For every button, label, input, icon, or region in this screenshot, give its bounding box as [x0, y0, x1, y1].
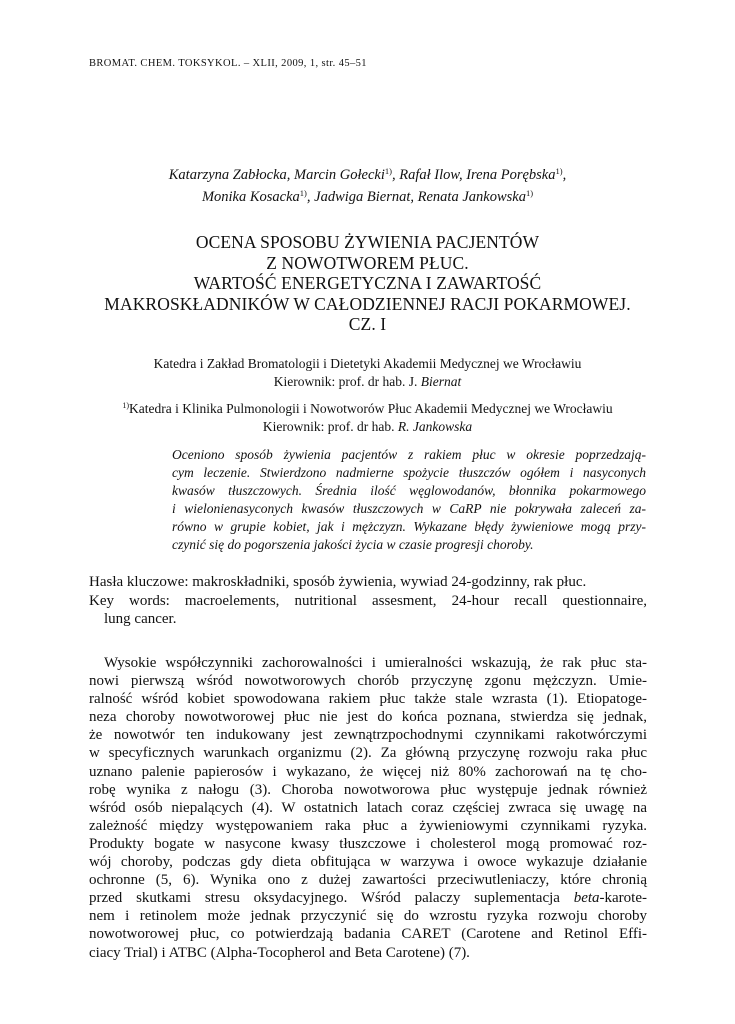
abstract-line: i wielonienasyconych kwasów tłuszczowych w CaRP nie pokrywała zaleceń za- — [172, 501, 646, 516]
body-line: wśród osób niepalących (4). W ostatnich latach coraz częściej zwraca się uwagę na — [89, 799, 647, 816]
keywords-english-cont: lung cancer. — [104, 611, 177, 627]
body-line: neza choroby nowotworowej płuc nie jest do końca poznana, stwierdza się jednak, — [89, 709, 647, 726]
keywords-polish: Hasła kluczowe: makroskładniki, sposób żywienia, wywiad 24-godzinny, rak płuc. — [89, 574, 587, 590]
title-line: OCENA SPOSOBU ŻYWIENIA PACJENTÓW — [195, 232, 540, 252]
body-line: robę wynika z nałogu (3). Choroba nowotworowa płuc występuje jednak również — [89, 781, 647, 798]
keywords — [89, 573, 647, 629]
journal-citation: BROMAT. CHEM. TOKSYKOL. – XLII, 2009, 1, str. 45–51 — [89, 58, 367, 69]
paper-title — [60, 232, 675, 335]
title-line: WARTOŚĆ ENERGETYCZNA I ZAWARTOŚĆ — [193, 273, 542, 293]
body-line: uznano palenie papierosów i wykazano, że więcej niż 80% zachorowań na tę cho- — [89, 763, 647, 780]
body-line: Produkty bogate w nasycone kwasy tłuszczowe i cholesterol mogą promować roz- — [89, 835, 647, 852]
abstract-line: cym leczenie. Stwierdzono nadmierne spożycie tłuszczów ogółem i nasyconych — [172, 465, 646, 480]
keywords-english: Key words: macroelements, nutritional assesment, 24-hour recall questionnaire, — [89, 592, 647, 609]
author-list — [90, 164, 645, 208]
affiliation-2 — [60, 400, 675, 436]
affiliation-1 — [60, 355, 675, 391]
body-line: nowotworowej płuc, co potwierdzają badania CARET (Carotene and Retinol Effi- — [89, 926, 647, 943]
body-line: w specyficznych warunkach organizmu (2). Za główną przyczynę rozwoju raka płuc — [89, 745, 647, 762]
body-line: nem i retinolem może jednak przyczynić się do wzrostu ryzyka rozwoju choroby — [89, 908, 647, 925]
abstract-line: równo w grupie kobiet, jak i mężczyzn. Wykazane błędy żywieniowe mogą przy- — [172, 519, 646, 534]
abstract — [172, 446, 646, 554]
title-line: CZ. I — [348, 314, 387, 334]
body-line: że nowotwór ten indukowany jest zewnątrzpochodnymi czynnikami rakotwórczymi — [89, 727, 647, 744]
affiliation-institution: $^{1)}$Katedra i Klinika Pulmonologii i Nowotworów Płuc Akademii Medycznej we Wrocławiu — [122, 401, 613, 416]
affiliation-head: Kierownik: prof. dr hab. J. Biernat — [273, 374, 462, 389]
affiliation-institution: Katedra i Zakład Bromatologii i Dietetyki Akademii Medycznej we Wrocławiu — [153, 356, 582, 371]
body-line: wój choroby, podczas gdy dieta obfitująca w warzywa i owoce wykazuje działanie — [89, 854, 647, 871]
body-line: ralność wśród kobiet spowodowana rakiem płuc także stale wzrasta (1). Etiopatoge- — [89, 691, 647, 708]
body-text — [89, 654, 647, 962]
affiliation-head: Kierownik: prof. dr hab. R. Jankowska — [262, 419, 473, 434]
title-line: MAKROSKŁADNIKÓW W CAŁODZIENNEJ RACJI POKARMOWEJ. — [104, 293, 631, 314]
author-line-1: Katarzyna Zabłocka, Marcin Gołecki$^{1)}$, Rafał Ilow, Irena Porębska$^{1)}$, — [168, 166, 567, 183]
title-line: Z NOWOTWOREM PŁUC. — [266, 252, 469, 273]
abstract-line: czynić się do pogorszenia jakości życia w czasie progresji choroby. — [172, 537, 534, 552]
body-line: ciacy Trial) i ATBC (Alpha-Tocopherol and Beta Carotene) (7). — [89, 944, 470, 961]
abstract-line: Oceniono sposób żywienia pacjentów z rakiem płuc w okresie poprzedzają- — [172, 447, 646, 462]
body-line: zależność między występowaniem raka płuc a żywieniowymi czynnikami ryzyka. — [89, 817, 647, 834]
body-line: nowi pierwszą wśród nowotworowych chorób przyczynę zgonu mężczyzn. Umie- — [89, 673, 647, 690]
abstract-line: kwasów tłuszczowych. Średnia ilość węglowodanów, błonnika pokarmowego — [172, 483, 646, 498]
body-line: przed skutkami stresu oksydacyjnego. Wśród palaczy suplementacja beta-karote- — [89, 890, 647, 907]
author-line-2: Monika Kosacka$^{1)}$, Jadwiga Biernat, Renata Jankowska$^{1)}$ — [201, 188, 534, 205]
body-line: ochronne (5, 6). Wynika ono z dużej zawartości przeciwutleniaczy, które chronią — [89, 872, 647, 889]
body-line: Wysokie współczynniki zachorowalności i umieralności wskazują, że rak płuc sta- — [104, 655, 647, 671]
